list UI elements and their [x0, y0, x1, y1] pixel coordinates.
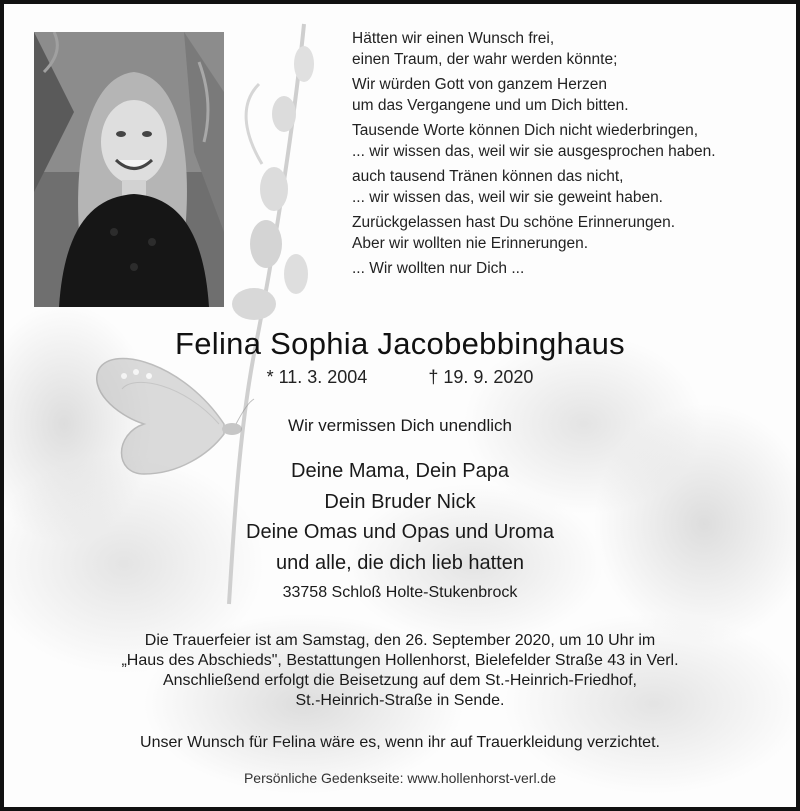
service-line: Die Trauerfeier ist am Samstag, den 26. September 2020, um 10 Uhr im — [144, 632, 656, 649]
portrait-photo — [34, 32, 224, 307]
poem-stanza — [352, 28, 772, 70]
poem-line: um das Vergangene und um Dich bitten. — [352, 97, 629, 114]
poem-stanza — [352, 166, 772, 208]
poem-line: Tausende Worte können Dich nicht wiederbringen, — [352, 122, 699, 139]
mourner-line: Dein Bruder Nick — [324, 490, 476, 513]
poem-line: ... Wir wollten nur Dich ... — [352, 260, 525, 277]
poem-line: ... wir wissen das, weil wir sie geweint haben. — [352, 189, 663, 206]
poem-line: Zurückgelassen hast Du schöne Erinnerungen. — [352, 214, 676, 231]
poem-line: auch tausend Tränen können das nicht, — [352, 168, 624, 185]
poem-line: Hätten wir einen Wunsch frei, — [352, 30, 555, 47]
mourner-line: und alle, die dich lieb hatten — [276, 551, 524, 574]
life-dates — [4, 367, 796, 388]
poem-stanza — [352, 212, 772, 254]
deceased-name: Felina Sophia Jacobebbinghaus — [175, 326, 625, 361]
memorial-website-line: Persönliche Gedenkseite: www.hollenhorst-verl.de — [243, 770, 557, 786]
portrait-image — [34, 32, 224, 307]
poem-stanza — [352, 258, 772, 279]
dress-code-wish: Unser Wunsch für Felina wäre es, wenn ihr auf Trauerkleidung verzichtet. — [140, 734, 660, 751]
death-date: † 19. 9. 2020 — [428, 367, 534, 387]
birth-date: * 11. 3. 2004 — [266, 367, 368, 387]
memorial-poem — [352, 28, 772, 283]
poem-stanza — [352, 120, 772, 162]
service-line: „Haus des Abschieds", Bestattungen Hollenhorst, Bielefelder Straße 43 in Verl. — [121, 652, 679, 669]
poem-stanza — [352, 74, 772, 116]
poem-line: einen Traum, der wahr werden könnte; — [352, 51, 618, 68]
poem-line: Aber wir wollten nie Erinnerungen. — [352, 235, 589, 252]
poem-line: Wir würden Gott von ganzem Herzen — [352, 76, 607, 93]
mourners-list — [4, 456, 796, 578]
poem-line: ... wir wissen das, weil wir sie ausgesprochen haben. — [352, 143, 716, 160]
mourner-line: Deine Omas und Opas und Uroma — [246, 521, 554, 543]
service-line: Anschließend erfolgt die Beisetzung auf dem St.-Heinrich-Friedhof, — [162, 672, 637, 689]
funeral-service-info — [4, 631, 796, 711]
mourner-line: Deine Mama, Dein Papa — [291, 460, 509, 482]
family-address: 33758 Schloß Holte-Stukenbrock — [282, 584, 518, 601]
miss-you-line: Wir vermissen Dich unendlich — [288, 416, 512, 435]
service-line: St.-Heinrich-Straße in Sende. — [295, 692, 505, 709]
